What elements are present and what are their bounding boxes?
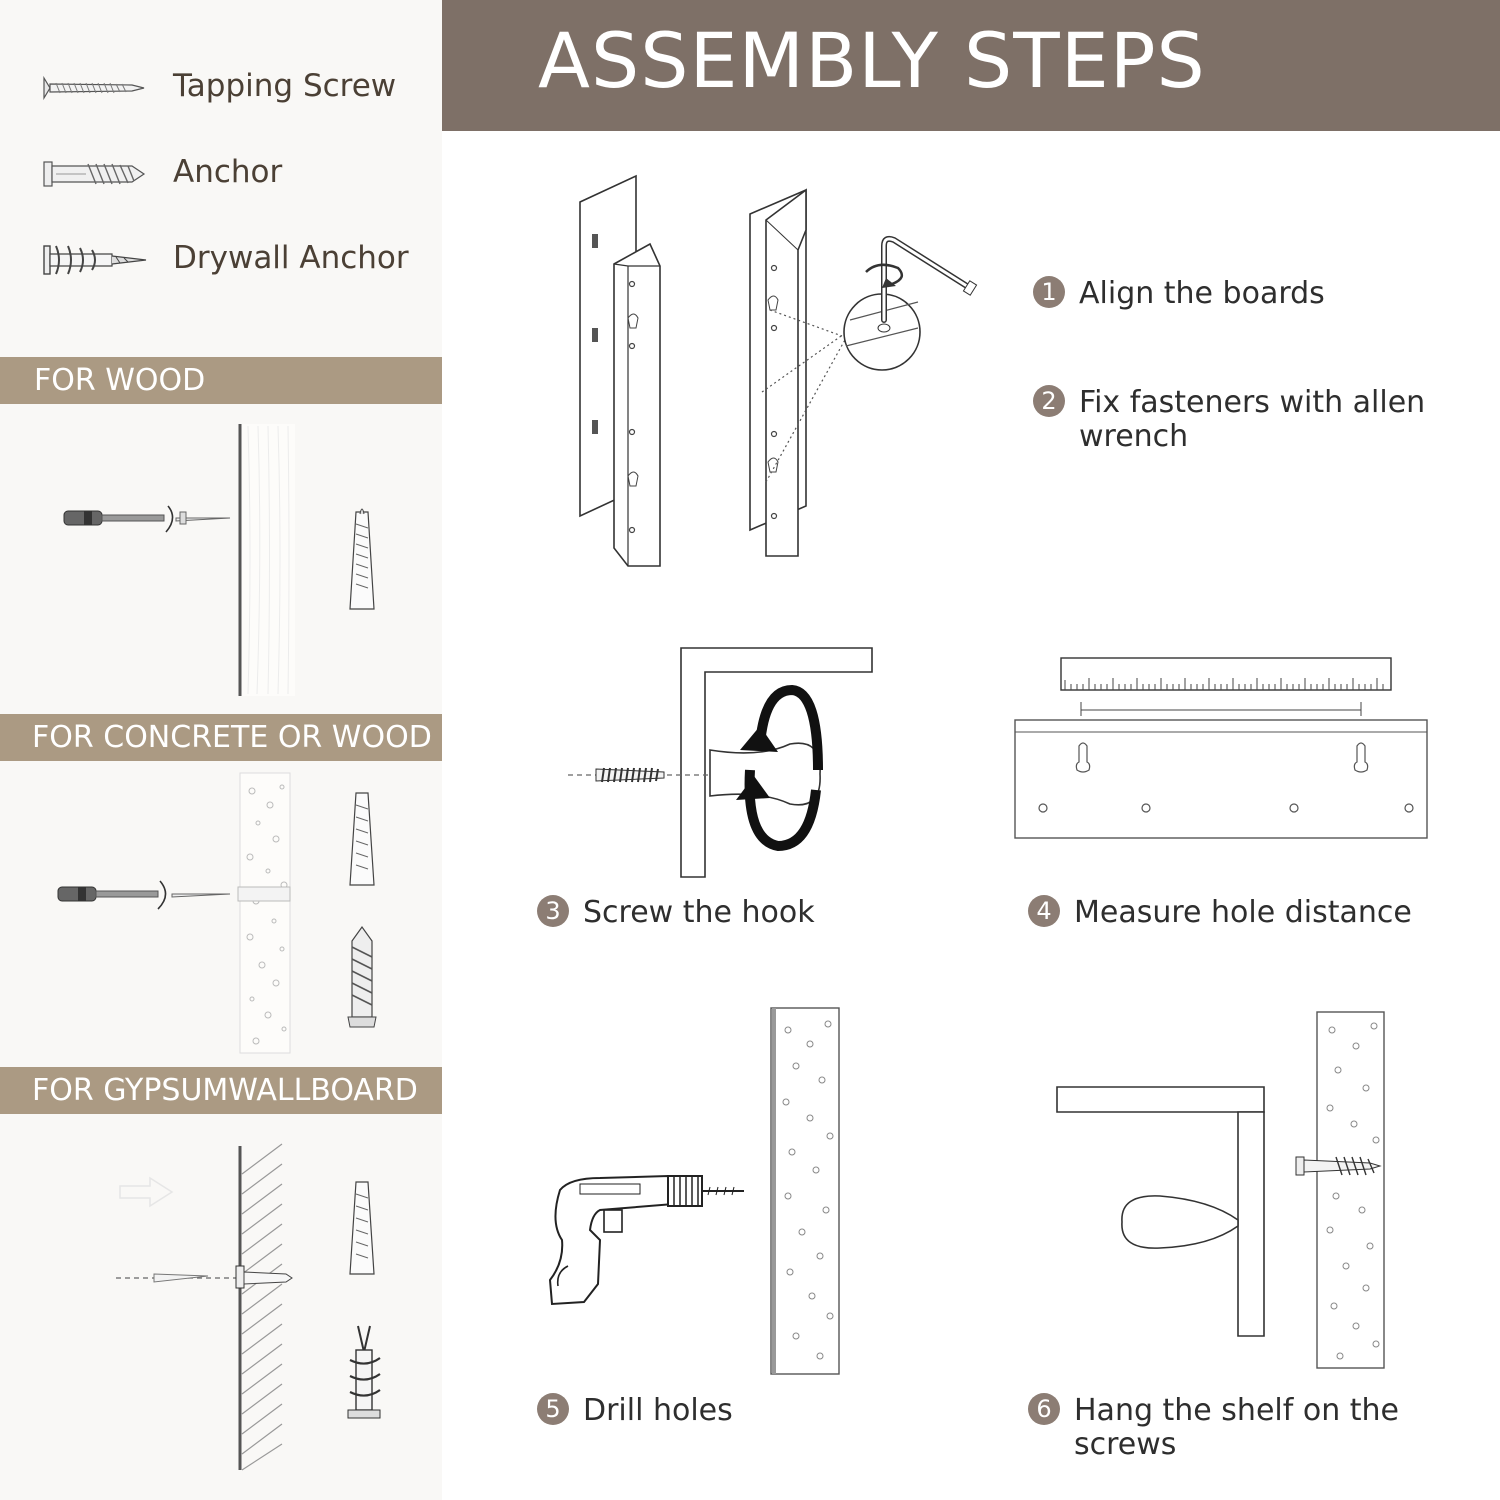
screwdriver-icon [58, 887, 158, 901]
step-1 [1033, 277, 1325, 311]
step-3-text: Screw the hook [583, 895, 815, 930]
step-1-text: Align the boards [1079, 276, 1325, 311]
section-for-wood: FOR WOOD [0, 357, 442, 404]
tapping-screw-icon [350, 1182, 374, 1274]
step-4-number-badge: 4 [1028, 895, 1060, 927]
hardware-label-tapping-screw: Tapping Screw [173, 68, 397, 104]
step-6 [1028, 1394, 1448, 1462]
step-1-number-badge: 1 [1033, 276, 1065, 308]
align-boards-illustration [540, 170, 980, 570]
step-5 [537, 1394, 733, 1428]
step-3-number-badge: 3 [537, 895, 569, 927]
section-for-concrete-or-wood: FOR CONCRETE OR WOOD [0, 714, 442, 761]
step-4-text: Measure hole distance [1074, 895, 1412, 930]
anchor-icon [42, 158, 148, 190]
step-2 [1033, 386, 1453, 454]
step-5-text: Drill holes [583, 1393, 733, 1428]
drill-holes-illustration [540, 1000, 860, 1380]
anchor-icon [348, 927, 376, 1027]
step-5-number-badge: 5 [537, 1393, 569, 1425]
tapping-screw-icon [350, 509, 374, 609]
drywall-anchor-icon [348, 1326, 380, 1418]
step-4 [1028, 896, 1412, 930]
power-drill-icon [550, 1176, 744, 1304]
hardware-label-drywall-anchor: Drywall Anchor [173, 240, 409, 276]
concrete-wall-illustration [0, 761, 442, 1067]
step-2-number-badge: 2 [1033, 385, 1065, 417]
drywall-anchor-icon [42, 242, 148, 278]
title-bar [442, 0, 1500, 131]
step-6-number-badge: 6 [1028, 1393, 1060, 1425]
screwdriver-icon [64, 511, 164, 525]
screw-hook-illustration [560, 640, 890, 885]
step-3 [537, 896, 815, 930]
tapping-screw-icon [42, 74, 146, 102]
hardware-label-anchor: Anchor [173, 154, 283, 190]
step-6-text: Hang the shelf on the screws [1074, 1393, 1399, 1462]
page-title: ASSEMBLY STEPS [538, 16, 1206, 105]
wood-wall-illustration [0, 404, 442, 714]
measure-distance-illustration [1005, 650, 1445, 850]
step-2-text: Fix fasteners with allen wrench [1079, 385, 1426, 454]
gypsum-wall-illustration [0, 1114, 442, 1500]
hang-shelf-illustration [1040, 1000, 1400, 1380]
arrow-right-icon [120, 1178, 172, 1206]
section-for-gypsum-wallboard: FOR GYPSUMWALLBOARD [0, 1067, 442, 1114]
tapping-screw-icon [350, 793, 374, 885]
